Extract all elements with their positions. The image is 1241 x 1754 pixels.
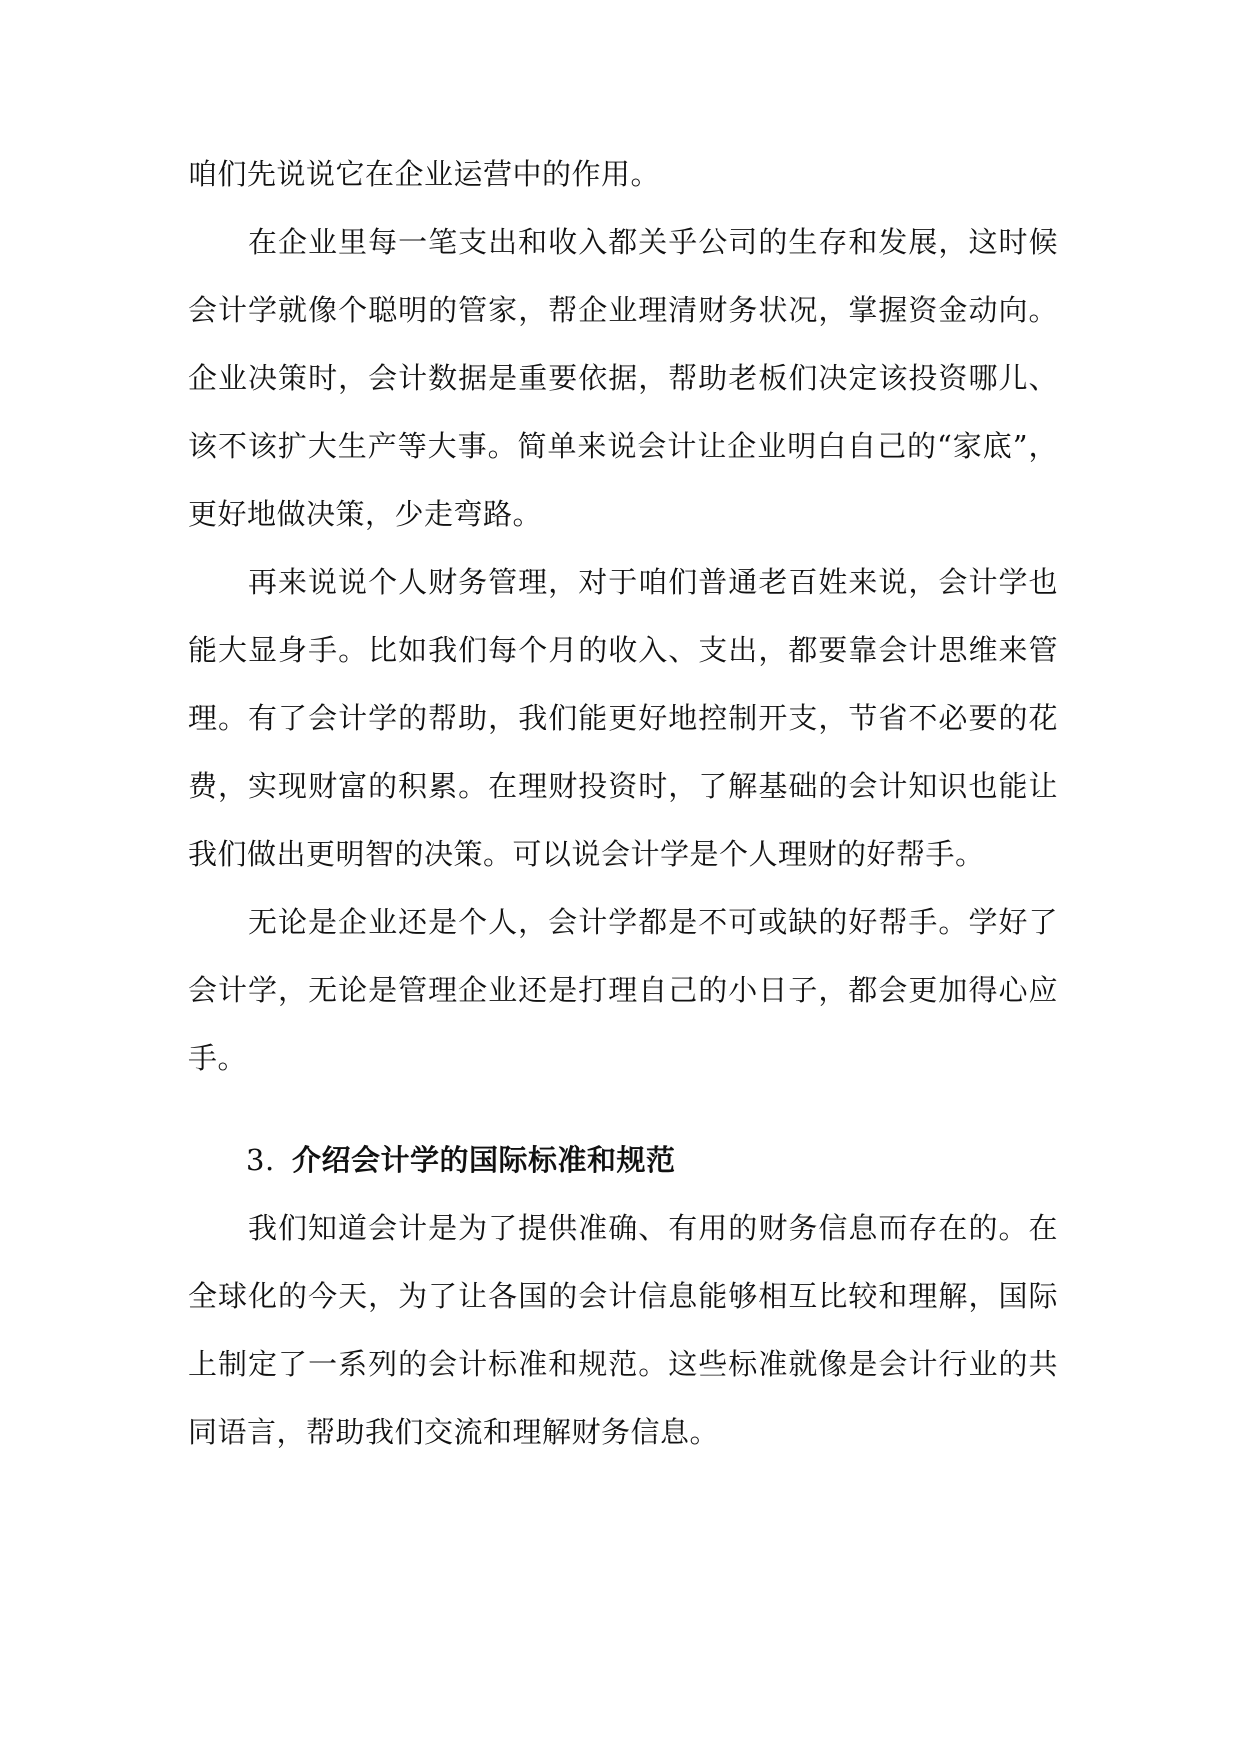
paragraph-continuation: 咱们先说说它在企业运营中的作用。	[188, 157, 661, 191]
section-title: 介绍会计学的国际标准和规范	[292, 1143, 676, 1177]
paragraph-international-standards: 我们知道会计是为了提供准确、有用的财务信息而存在的。在全球化的今天，为了让各国的会计信息能够相互比较和理解，国际上制定了一系列的会计标准和规范。这些标准就像是会计行业的共同语言，帮助我们交流和理解财务信息。	[188, 1211, 1058, 1449]
paragraph-personal-finance: 再来说说个人财务管理，对于咱们普通老百姓来说，会计学也能大显身手。比如我们每个月的收入、支出，都要靠会计思维来管理。有了会计学的帮助，我们能更好地控制开支，节省不必要的花费，实现财富的积累。在理财投资时，了解基础的会计知识也能让我们做出更明智的决策。可以说会计学是个人理财的好帮手。	[188, 565, 1058, 871]
document-body	[188, 140, 1058, 1466]
section-heading	[188, 1126, 1058, 1194]
paragraph-summary: 无论是企业还是个人，会计学都是不可或缺的好帮手。学好了会计学，无论是管理企业还是打理自己的小日子，都会更加得心应手。	[188, 905, 1058, 1075]
section-number: 3.	[246, 1143, 275, 1177]
paragraph-enterprise-role: 在企业里每一笔支出和收入都关乎公司的生存和发展，这时候会计学就像个聪明的管家，帮企业理清财务状况，掌握资金动向。企业决策时，会计数据是重要依据，帮助老板们决定该投资哪儿、该不该扩大生产等大事。简单来说会计让企业明白自己的“家底”，更好地做决策，少走弯路。	[188, 225, 1058, 531]
